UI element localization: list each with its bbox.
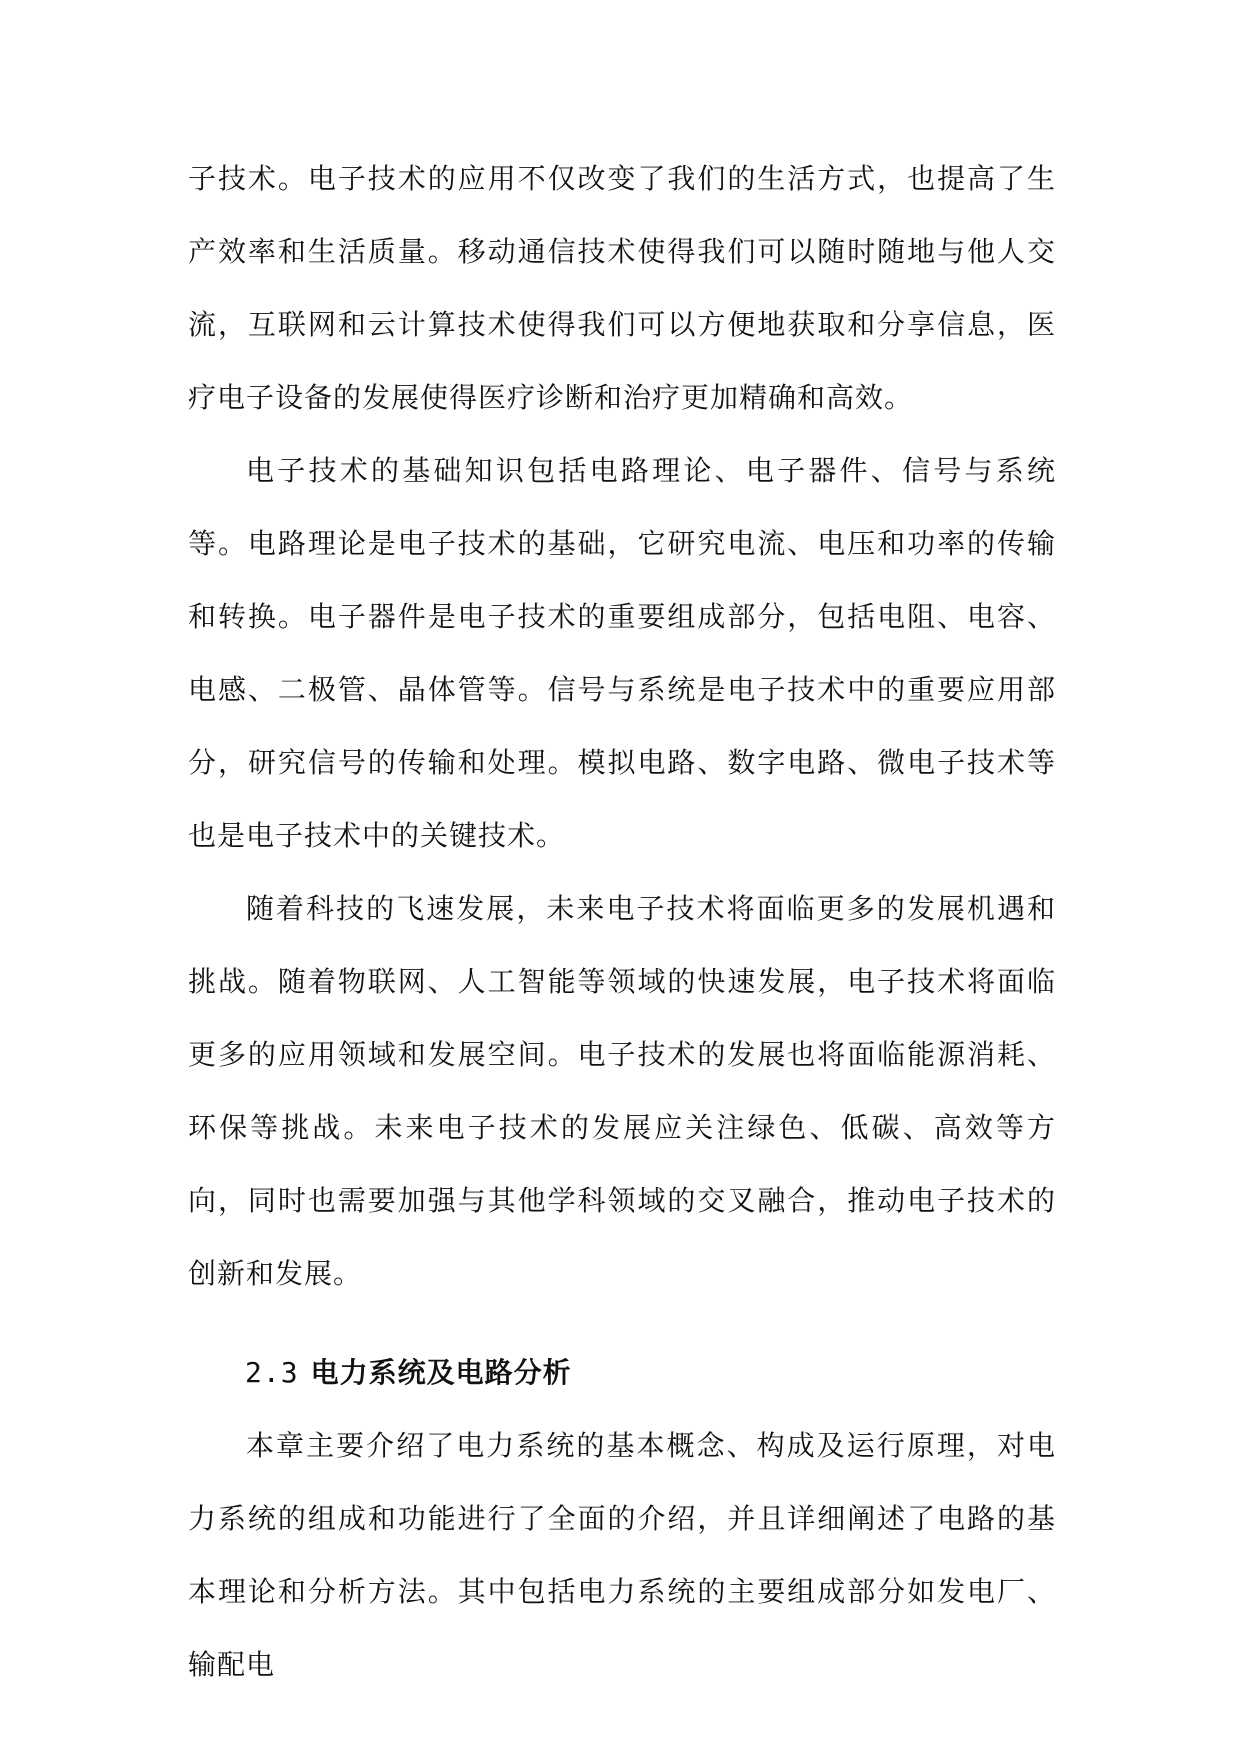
page-body <box>188 142 1056 1701</box>
paragraph-power-system-intro: 本章主要介绍了电力系统的基本概念、构成及运行原理，对电力系统的组成和功能进行了全面的介绍，并且详细阐述了电路的基本理论和分析方法。其中包括电力系统的主要组成部分如发电厂、输配电 <box>188 1429 1056 1681</box>
paragraph-electronics-fundamentals: 电子技术的基础知识包括电路理论、电子器件、信号与系统等。电路理论是电子技术的基础，它研究电流、电压和功率的传输和转换。电子器件是电子技术的重要组成部分，包括电阻、电容、电感、二极管、晶体管等。信号与系统是电子技术中的重要应用部分，研究信号的传输和处理。模拟电路、数字电路、微电子技术等也是电子技术中的关键技术。 <box>188 454 1056 852</box>
paragraph-electronics-applications: 子技术。电子技术的应用不仅改变了我们的生活方式，也提高了生产效率和生活质量。移动通信技术使得我们可以随时随地与他人交流，互联网和云计算技术使得我们可以方便地获取和分享信息，医疗电子设备的发展使得医疗诊断和治疗更加精确和高效。 <box>188 162 1056 414</box>
section-number: 2.3 <box>245 1356 299 1389</box>
section-title: 电力系统及电路分析 <box>310 1356 572 1389</box>
section-heading <box>188 1336 1056 1409</box>
paragraph-electronics-future: 随着科技的飞速发展，未来电子技术将面临更多的发展机遇和挑战。随着物联网、人工智能等领域的快速发展，电子技术将面临更多的应用领域和发展空间。电子技术的发展也将面临能源消耗、环保等挑战。未来电子技术的发展应关注绿色、低碳、高效等方向，同时也需要加强与其他学科领域的交叉融合，推动电子技术的创新和发展。 <box>188 892 1056 1290</box>
